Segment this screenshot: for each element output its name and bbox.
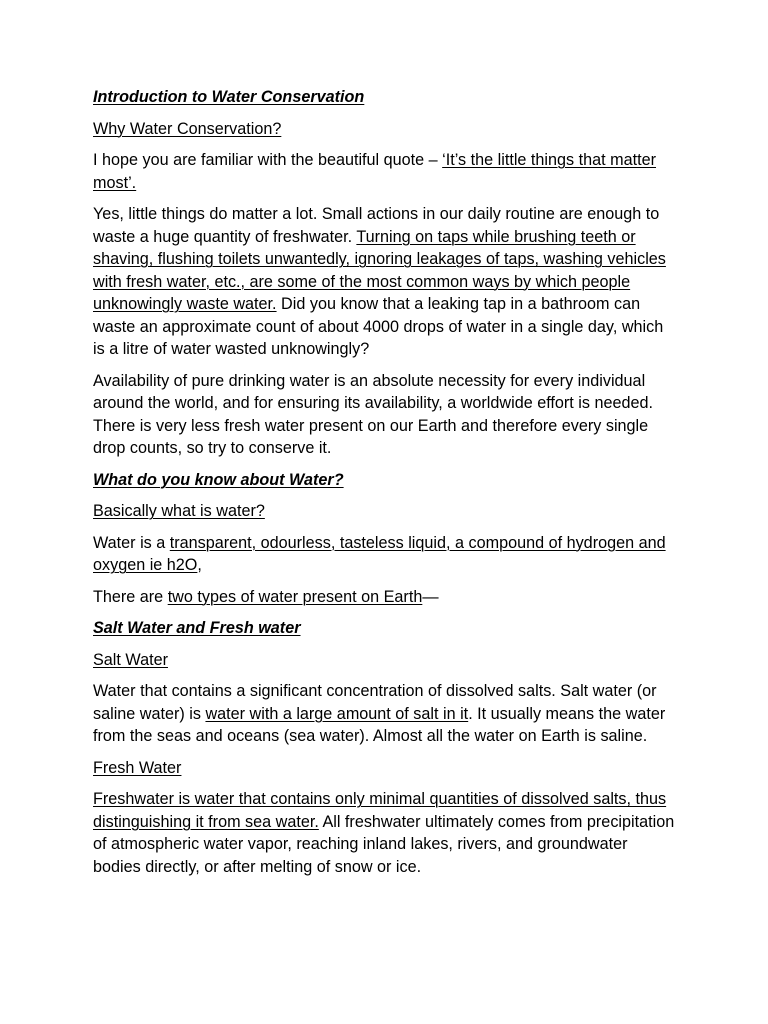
subheading <box>93 500 678 523</box>
paragraph <box>93 532 678 577</box>
paragraph <box>93 586 678 609</box>
heading-text: Why Water Conservation? <box>93 119 282 138</box>
paragraph <box>93 203 678 361</box>
paragraph <box>93 680 678 748</box>
text-run: There are <box>93 587 168 606</box>
document-title <box>93 86 678 109</box>
underlined-text: Turning on taps while brushing teeth or shaving, flushing toilets unwantedly, ignoring leakages of taps, washing vehicles with fresh water, etc., are some of the most common ways by which people unknowingly waste water. <box>93 227 666 313</box>
text-run: Availability of pure drinking water is an absolute necessity for every individual around the world, and for ensuring its availability, a worldwide effort is needed. There is very less fresh water present on our Earth and therefore every single drop counts, so try to conserve it. <box>93 371 653 457</box>
underlined-text: water with a large amount of salt in it <box>205 704 469 723</box>
text-run: — <box>422 587 439 606</box>
text-run: Water that contains a significant concentration of dissolved salts. Salt water (or saline water) is <box>93 682 657 723</box>
subheading <box>93 649 678 672</box>
section-heading <box>93 617 678 640</box>
text-run: Yes, little things do matter a lot. Small actions in our daily routine are enough to waste a huge quantity of freshwater. <box>93 205 660 246</box>
underlined-text: transparent, odourless, tasteless liquid, a compound of hydrogen and oxygen ie h2O <box>93 533 666 574</box>
title-text: Introduction to Water Conservation <box>93 88 365 106</box>
subheading-text: Salt Water <box>93 650 168 669</box>
section-heading <box>93 118 678 141</box>
text-run: Water is a <box>93 533 170 552</box>
heading-text: What do you know about Water? <box>93 470 344 489</box>
heading-text: Salt Water and Fresh water <box>93 619 301 637</box>
section-heading <box>93 469 678 492</box>
underlined-text: two types of water present on Earth <box>167 587 423 606</box>
subheading-text: Fresh Water <box>93 758 182 777</box>
subheading <box>93 757 678 780</box>
underlined-quote: ‘It’s the little things that matter most’. <box>93 151 656 192</box>
text-run: All freshwater ultimately comes from precipitation of atmospheric water vapor, reaching inland lakes, rivers, and groundwater bodies directly, or after melting of snow or ice. <box>93 812 675 876</box>
text-run: . It usually means the water from the seas and oceans (sea water). Almost all the water on Earth is saline. <box>93 704 666 745</box>
text-run: , <box>197 556 202 574</box>
text-run: I hope you are familiar with the beautiful quote – <box>93 151 443 169</box>
subheading-text: Basically what is water? <box>93 502 265 520</box>
underlined-text: Freshwater is water that contains only minimal quantities of dissolved salts, thus distinguishing it from sea water. <box>93 790 667 831</box>
paragraph <box>93 370 678 460</box>
paragraph <box>93 149 678 194</box>
text-run: Did you know that a leaking tap in a bathroom can waste an approximate count of about 4000 drops of water in a single day, which is a litre of water wasted unknowingly? <box>93 295 664 358</box>
paragraph <box>93 788 678 878</box>
